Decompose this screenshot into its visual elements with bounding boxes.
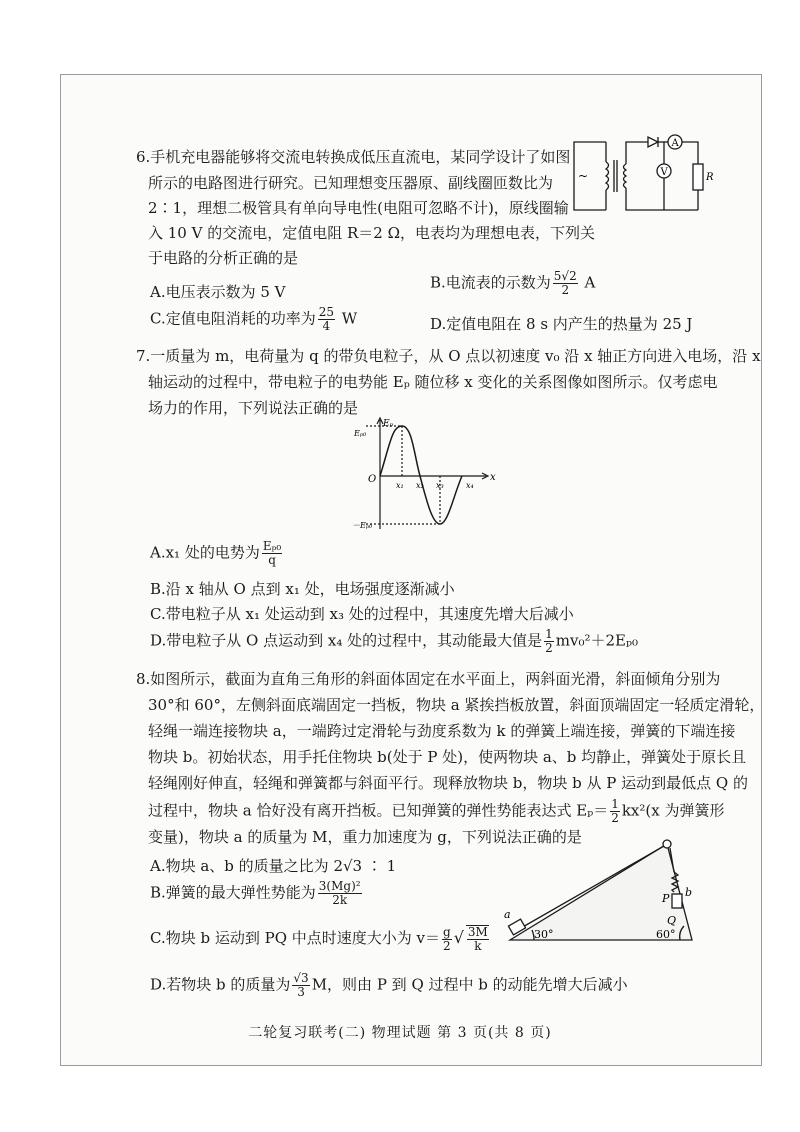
q8-option-c-radical: $\frac{3M}{k}$ <box>467 925 488 953</box>
q7-option-a-fraction: $\frac{\text{Eₚ₀}}{q}$ <box>262 539 282 567</box>
q8-line-6: 过程中，物块 a 恰好没有离开挡板。已知弹簧的弹性势能表达式 Eₚ＝ $\frac{1}{2}$ kx²(x 为弹簧形 <box>148 797 725 825</box>
block-a-label: a <box>504 908 511 921</box>
q7-potential-energy-graph <box>352 414 502 534</box>
q8-option-a: A.物块 a、b 的质量之比为 2√3 ∶ 1 <box>150 857 397 875</box>
graph-x2-label: x₂ <box>416 481 424 490</box>
block-b-label: b <box>685 886 693 899</box>
q6-line-5: 于电路的分析正确的是 <box>148 249 299 267</box>
graph-ep0-label: Eₚ₀ <box>354 429 367 438</box>
q8-line-7: 变量)，物块 a 的质量为 M，重力加速度为 g，下列说法正确的是 <box>148 828 582 846</box>
graph-x-axis-label: x <box>490 472 496 483</box>
q6-option-d: D.定值电阻在 8 s 内产生的热量为 25 J <box>430 315 693 333</box>
q8-option-b-text: B.弹簧的最大弹性势能为 <box>150 883 316 902</box>
graph-origin-label: O <box>368 474 377 485</box>
q7-option-d: D.带电粒子从 O 点运动到 x₄ 处的过程中，其动能最大值是 $\frac{1}{2}$ mv₀²＋2Eₚ₀ <box>150 627 638 655</box>
q8-option-b-fraction: $\frac{\text{3(Mg)²}}{2k}$ <box>318 879 361 907</box>
q6-option-c-text: C.定值电阻消耗的功率为 <box>150 309 316 328</box>
q6-line-3: 2∶1，理想二极管具有单向导电性(电阻可忽略不计)，原线圈输 <box>148 199 569 217</box>
angle-30-label: 30° <box>534 928 554 941</box>
q6-option-a: A.电压表示数为 5 V <box>150 283 286 301</box>
angle-60-label: 60° <box>656 928 676 941</box>
point-q-label: Q <box>667 914 677 927</box>
q7-option-d-text: D.带电粒子从 O 点运动到 x₄ 处的过程中，其动能最大值是 <box>150 631 543 650</box>
graph-ep-axis-label: Eₚ <box>383 419 394 429</box>
graph-neg-ep0-label: －Eₚ₀ <box>352 521 373 530</box>
q8-option-c: C.物块 b 运动到 PQ 中点时速度大小为 v＝ $\frac{g}{2}$ √ $\frac{3M}{k}$ <box>150 924 488 953</box>
page-footer: 二轮复习联考(二) 物理试题 第 3 页(共 8 页) <box>248 1025 552 1041</box>
q6-option-c: C.定值电阻消耗的功率为 $\frac{25}{4}$ W <box>150 305 358 333</box>
q6-line-1: 6.手机充电器能够将交流电转换成低压直流电，某同学设计了如图 <box>136 148 571 166</box>
q8-option-d: D.若物块 b 的质量为 $\frac{√3}{3}$ M，则由 P 到 Q 过程中 b 的动能先增大后减小 <box>150 971 628 999</box>
q8-option-c-fraction: $\frac{g}{2}$ <box>443 924 451 953</box>
q7-line-1: 7.一质量为 m，电荷量为 q 的带负电粒子，从 O 点以初速度 v₀ 沿 x 轴正方向进入电场，沿 x <box>136 347 761 365</box>
q7-line-2: 轴运动的过程中，带电粒子的电势能 Eₚ 随位移 x 变化的关系图像如图所示。仅考虑电 <box>148 373 718 391</box>
q6-line-2: 所示的电路图进行研究。已知理想变压器原、副线圈匝数比为 <box>148 174 554 192</box>
q6-line-4: 入 10 V 的交流电，定值电阻 R＝2 Ω，电表均为理想电表，下列关 <box>148 224 596 242</box>
q6-option-b: B.电流表的示数为 $\frac{5√2}{2}$ A <box>430 269 596 297</box>
q8-option-b <box>150 880 364 907</box>
q6-circuit-diagram <box>568 134 718 218</box>
q7-option-b: B.沿 x 轴从 O 点到 x₁ 处，电场强度逐渐减小 <box>150 580 455 598</box>
q8-line-1: 8.如图所示，截面为直角三角形的斜面体固定在水平面上，两斜面光滑，斜面倾角分别为 <box>136 670 721 688</box>
q8-incline-diagram <box>504 836 700 946</box>
voltmeter-label: V <box>660 167 668 178</box>
resistor-label: R <box>706 172 714 183</box>
q6-option-b-fraction: $\frac{5√2}{2}$ <box>553 269 577 297</box>
q7-option-c: C.带电粒子从 x₁ 处运动到 x₃ 处的过程中，其速度先增大后减小 <box>150 605 574 623</box>
q7-option-a-text: A.x₁ 处的电势为 <box>150 543 260 562</box>
ac-source-label: ~ <box>578 169 589 183</box>
q8-line-3: 轻绳一端连接物块 a，一端跨过定滑轮与劲度系数为 k 的弹簧上端连接，弹簧的下端连接 <box>148 722 736 740</box>
q7-option-d-fraction: $\frac{1}{2}$ <box>545 627 553 655</box>
q7-option-a <box>150 540 284 567</box>
point-p-label: P <box>662 892 670 905</box>
q8-line-2: 30°和 60°，左侧斜面底端固定一挡板，物块 a 紧挨挡板放置，斜面顶端固定一轻质定滑轮， <box>148 696 765 714</box>
q6-option-b-text: B.电流表的示数为 <box>430 273 551 292</box>
q8-option-c-text: C.物块 b 运动到 PQ 中点时速度大小为 v＝ <box>150 929 441 947</box>
q7-line-3: 场力的作用，下列说法正确的是 <box>148 399 359 417</box>
q6-option-c-fraction: $\frac{25}{4}$ <box>318 305 334 333</box>
graph-x3-label: x₃ <box>436 481 444 490</box>
q8-line-5: 轻绳刚好伸直，轻绳和弹簧都与斜面平行。现释放物块 b，物块 b 从 P 运动到最低点 Q 的 <box>148 774 748 792</box>
q8-option-d-text: D.若物块 b 的质量为 <box>150 975 291 994</box>
graph-x1-label: x₁ <box>396 481 404 490</box>
graph-x4-label: x₄ <box>466 481 474 490</box>
ammeter-label: A <box>671 138 679 149</box>
q8-energy-fraction: $\frac{1}{2}$ <box>611 797 619 825</box>
q8-line-4: 物块 b。初始状态，用手托住物块 b(处于 P 处)，使两物块 a、b 均静止，弹簧处于原长且 <box>148 748 747 766</box>
q8-option-d-fraction: $\frac{√3}{3}$ <box>293 971 309 999</box>
